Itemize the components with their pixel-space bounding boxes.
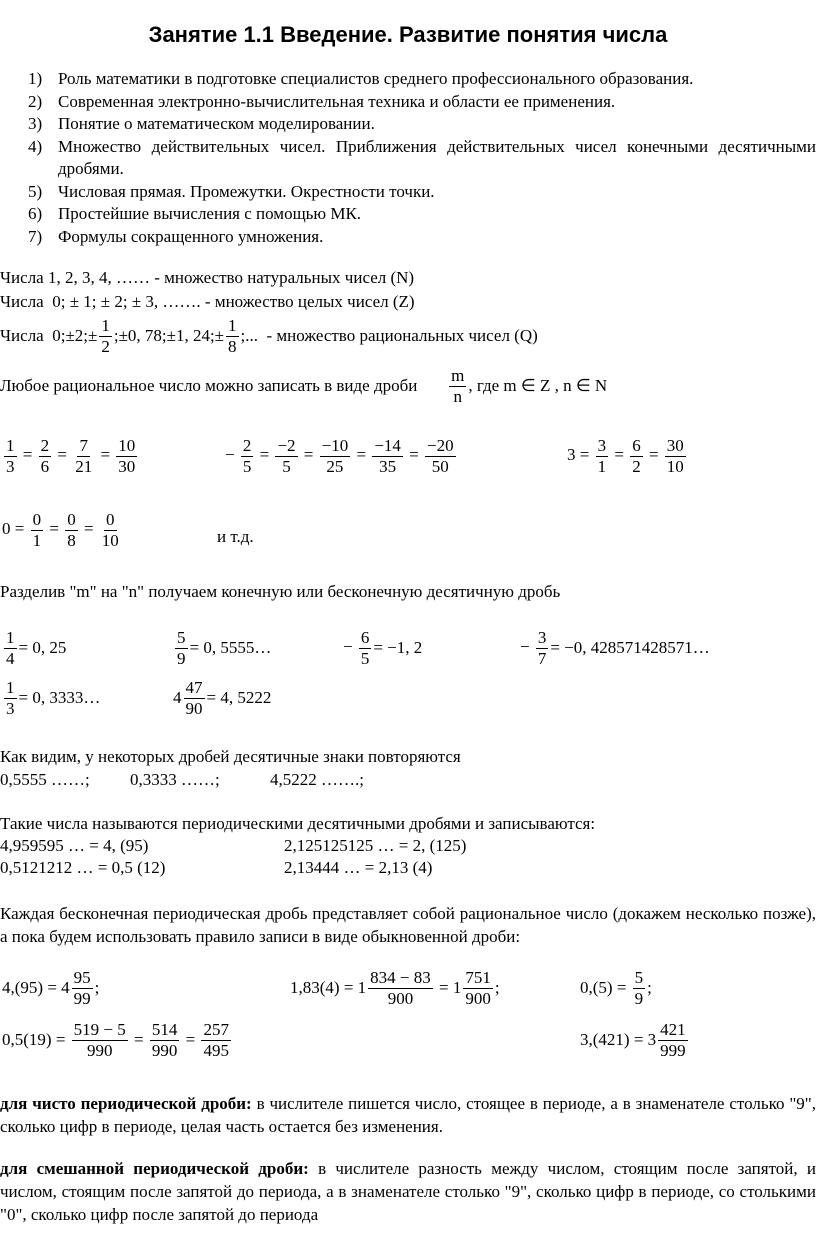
periodic-conversion: 0,5(19) = $\frac{519 - 5}{990}$ = $\frac{514}{990}$ = $\frac{257}{495}$ [2,1020,229,1060]
periodic-conversion: 3,(421) = 3 $\frac{421}{999}$ [580,1020,686,1060]
list-item: 7) Формулы сокращенного умножения. [28,226,324,246]
periodic-conversion: 1,83(4) = 1 $\frac{834 - 83}{900}$ = 1 $\frac{751}{900}$ ; [290,968,500,1008]
integer-numbers-line: Числа 0; ± 1; ± 2; ± 3, ……. - множество целых чисел (Z) [0,292,415,311]
rule-mixed-periodic: для смешанной периодической дроби: в числителе разность между числом, стоящим после запятой, и числом, стоящим после запятой до периода, а в знаменателе столько "9", сколько цифр в периоде, со столькими "0", сколько цифр после запятой до периода [0,1159,816,1224]
list-item: 5) Числовая прямая. Промежутки. Окрестности точки. [28,181,435,201]
topics-list [28,68,816,248]
decimal-example: $\frac{1}{4}$ = 0, 25 [6,628,67,668]
decimal-example: $\frac{5}{9}$ = 0, 5555… [177,628,272,668]
equivalent-fractions-2: − $\frac{2}{5}$ = $\frac{-2}{5}$ = $\frac{-10}{25}$ = $\frac{-14}{35}$ = $\frac{-20}{50}$ [225,436,454,476]
list-item: 2) Современная электронно-вычислительная техника и области ее применения. [28,91,616,111]
natural-numbers-line: Числа 1, 2, 3, 4, …… - множество натуральных чисел (N) [0,268,415,287]
repeat-example: 0,3333 ……; [130,770,220,789]
etc-text: и т.д. [217,527,254,546]
periodic-example: 4,959595 … = 4, (95) [0,836,149,855]
zero-fractions: 0 = $\frac{0}{1}$ = $\frac{0}{8}$ = $\frac{0}{10}$ [2,510,119,550]
rule-pure-periodic: для чисто периодической дроби: в числителе пишется число, стоящее в периоде, а в знаменателе столько "9", сколько цифр в периоде, целая часть остается без изменения. [0,1094,816,1136]
decimal-example: $\frac{1}{3}$ = 0, 3333… [6,678,101,718]
page-title: Занятие 1.1 Введение. Развитие понятия числа [148,22,668,47]
equivalent-fractions-3: 3 = $\frac{3}{1}$ = $\frac{6}{2}$ = $\frac{30}{10}$ [567,436,684,476]
periodic-conversion: 0,(5) = $\frac{5}{9}$ ; [580,968,652,1008]
list-item: 6) Простейшие вычисления с помощью МК. [28,204,362,223]
rational-numbers-line: Числа 0;±2;± $\frac{1}{2}$ ;±0, 78;±1, 24;± $\frac{1}{8}$ ;... - множество рациональных чисел (Q) [0,316,538,356]
list-item: 3) Понятие о математическом моделировании. [28,114,375,133]
periodic-conversion: 4,(95) = 4 $\frac{95}{99}$ ; [2,968,100,1008]
periodic-example: 2,13444 … = 2,13 (4) [284,858,433,877]
list-item: 1) Роль математики в подготовке специалистов среднего профессионального образования. [28,69,694,88]
divide-text: Разделив "m" на "n" получаем конечную или бесконечную десятичную дробь [0,582,561,601]
periodic-example: 0,5121212 … = 0,5 (12) [0,858,166,877]
every-periodic-paragraph: Каждая бесконечная периодическая дробь представляет собой рациональное число (докажем несколько позже), а пока будем использовать правило записи в виде обыкновенной дроби: [0,904,816,946]
decimal-example: 4 $\frac{47}{90}$ = 4, 5222 [173,678,272,718]
decimal-example: − $\frac{6}{5}$ = −1, 2 [343,628,423,668]
periodic-text: Такие числа называются периодическими десятичными дробями и записываются: [0,814,596,833]
equivalent-fractions-1: $\frac{1}{3}$ = $\frac{2}{6}$ = $\frac{7}{21}$ = $\frac{10}{30}$ [6,436,136,476]
repeat-text: Как видим, у некоторых дробей десятичные знаки повторяются [0,747,461,766]
list-item: 4) Множество действительных чисел. Приближения действительных чисел конечными десятичными дробями. [28,136,816,178]
decimal-example: − $\frac{3}{7}$ = −0, 428571428571… [520,628,710,668]
repeat-example: 4,5222 …….; [270,770,364,789]
rational-definition: Любое рациональное число можно записать в виде дроби $\frac{m}{n}$ , где m ∈ Z , n ∈ N [0,366,608,406]
periodic-example: 2,125125125 … = 2, (125) [284,836,467,855]
repeat-example: 0,5555 ……; [0,770,90,789]
